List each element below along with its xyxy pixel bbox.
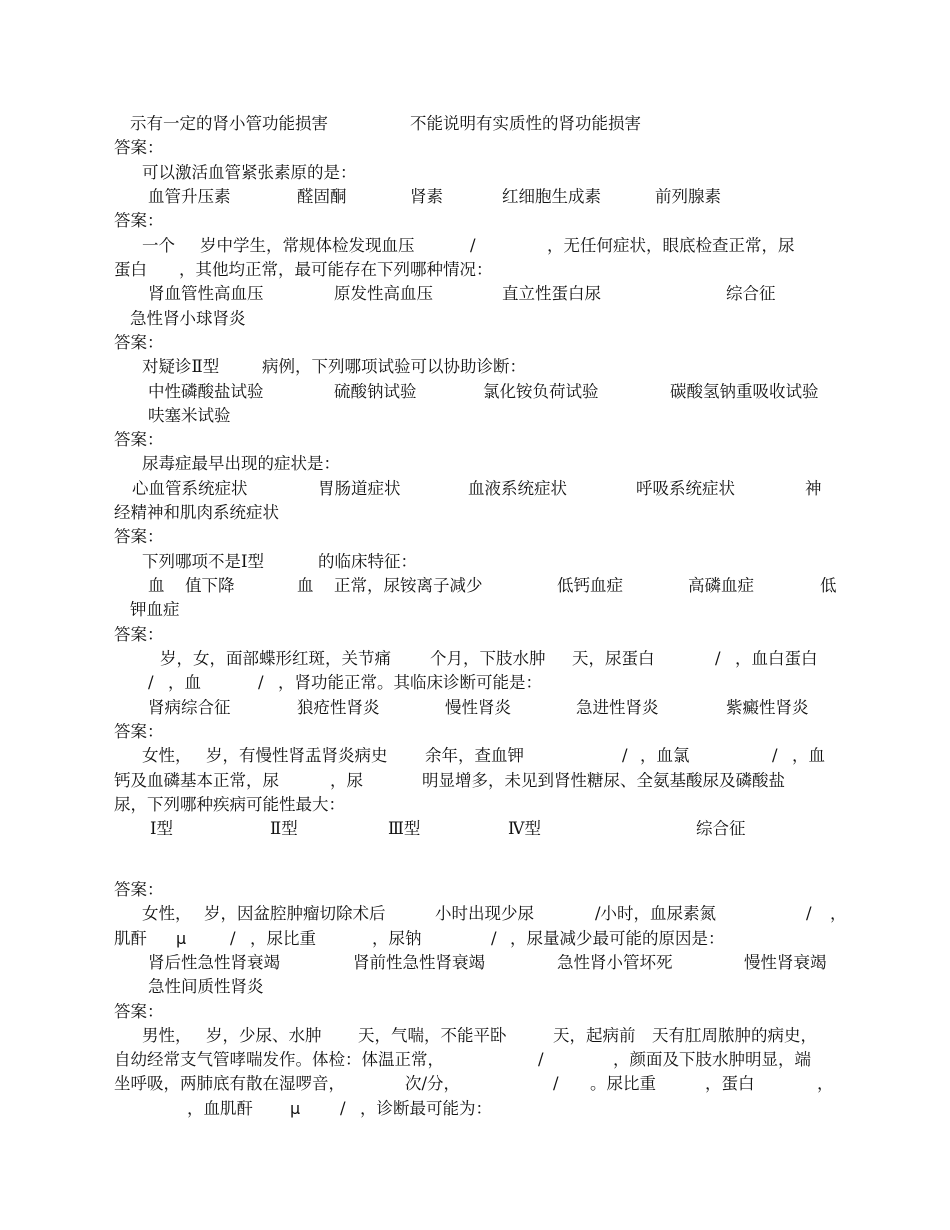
text-segment: ，肾功能正常。其临床诊断可能是： [278,673,542,693]
text-segment: 低钙血症 [557,576,623,596]
text-segment: 明显增多，未见到肾性糖尿、全氨基酸尿及磷酸盐 [422,770,785,790]
text-segment: 狼疮性肾炎 [297,697,380,717]
text-segment: 肾素 [410,186,443,206]
text-segment: 病例，下列哪项试验可以协助诊断： [262,357,526,377]
text-segment: 中性磷酸盐试验 [148,381,264,401]
text-segment: / [715,649,721,669]
text-segment: / [148,673,154,693]
text-segment: 低 [820,576,837,596]
text-segment: 岁，有慢性肾盂肾炎病史 [206,746,388,766]
text-segment: 答案： [114,624,164,644]
text-segment: 醛固酮 [297,186,347,206]
text-segment: 神 [805,478,822,498]
text-segment: ，蛋白 [705,1074,755,1094]
text-segment: 。尿比重 [590,1074,656,1094]
text-segment: 不能说明有实质性的肾功能损害 [410,114,641,133]
text-segment: / [230,928,236,948]
text-segment: μ [290,1098,301,1118]
text-segment: 答案： [114,722,164,741]
text-segment: 余年，查血钾 [425,746,524,766]
text-segment: 综合征 [726,284,776,304]
text-segment: 天，起病前 [553,1025,636,1045]
text-segment: 高磷血症 [688,576,754,596]
text-segment: Ⅱ型 [270,819,298,839]
text-segment: 肾病综合征 [148,697,231,717]
text-segment: 血 [297,576,314,596]
text-segment: 值下降 [185,576,235,596]
text-segment: 直立性蛋白尿 [502,284,601,304]
text-segment: / [553,1074,559,1094]
text-segment: 的临床特征： [318,551,417,571]
text-segment: / [491,928,497,948]
text-segment: 岁中学生，常规体检发现血压 [200,235,415,255]
text-segment: / [622,746,628,766]
text-segment: 小时出现少尿 [435,904,534,924]
text-segment: ，血 [168,673,201,693]
text-segment: 答案： [114,138,164,158]
text-segment: 女性， [142,746,192,766]
text-segment: 岁，女，面部蝶形红斑，关节痛 [160,649,391,669]
text-segment: 胃肠道症状 [318,478,401,498]
text-segment: 坐呼吸，两肺底有散在湿啰音， [114,1074,345,1094]
text-segment: 可以激活血管紧张素原的是： [142,162,357,182]
text-segment: 钙及血磷基本正常，尿 [114,770,279,790]
text-segment: 钾血症 [130,600,180,620]
text-segment: ，血氯 [640,746,690,766]
text-segment: ，血肌酐 [187,1098,253,1118]
text-segment: 岁，因盆腔肿瘤切除术后 [204,904,386,924]
text-segment: 综合征 [696,819,746,839]
text-segment: 答案： [114,430,164,450]
text-segment: 氯化铵负荷试验 [483,381,599,401]
text-segment: 急性肾小球肾炎 [130,308,246,328]
text-segment: 肾前性急性肾衰竭 [353,952,485,972]
text-segment: 肾后性急性肾衰竭 [148,952,280,972]
text-segment: / [470,235,476,255]
text-segment: ，血 [792,746,825,766]
text-segment: 示有一定的肾小管功能损害 [130,114,328,133]
text-segment: 肾血管性高血压 [148,284,264,304]
text-segment: 岁，少尿、水肿 [206,1025,322,1045]
text-segment: ，尿量减少最可能的原因是： [510,928,725,948]
text-segment: 答案： [114,1001,164,1021]
text-segment: Ⅳ型 [508,819,541,839]
text-segment: 慢性肾炎 [445,697,511,717]
text-segment: 女性， [142,904,192,924]
text-segment: 原发性高血压 [334,284,433,304]
text-segment: 慢性肾衰竭 [744,952,827,972]
text-segment: 个月，下肢水肿 [430,649,546,669]
text-segment: 对疑诊Ⅱ型 [142,357,220,377]
text-segment: / [538,1050,544,1070]
text-segment: 经精神和肌肉系统症状 [114,503,279,523]
text-segment: Ⅲ型 [388,819,421,839]
text-segment: / [772,746,778,766]
text-segment: 血管升压素 [148,186,231,206]
text-segment: 红细胞生成素 [502,186,601,206]
text-segment: ，尿钠 [372,928,422,948]
text-segment: 天，气喘，不能平卧 [358,1025,507,1045]
text-segment: 天，尿蛋白 [572,649,655,669]
text-segment: 答案： [114,527,164,547]
text-segment: 血 [148,576,165,596]
text-segment: 急性间质性肾炎 [148,977,264,997]
text-segment: 紫癜性肾炎 [726,697,809,717]
text-segment: μ [176,928,187,948]
text-segment: 男性， [142,1025,192,1045]
text-segment: 血液系统症状 [468,478,567,498]
text-segment: 次/分， [405,1074,461,1094]
text-segment: 碳酸氢钠重吸收试验 [670,381,819,401]
text-segment: 急性肾小管坏死 [557,952,673,972]
text-segment: ，颜面及下肢水肿明显，端 [613,1050,811,1070]
text-segment: 答案： [114,332,164,352]
text-segment: /小时，血尿素氮 [595,904,717,924]
text-segment: 答案： [114,879,164,899]
text-segment: ， [817,1074,834,1094]
text-segment: 急进性肾炎 [576,697,659,717]
text-segment: 一个 [142,235,175,255]
text-segment: 正常，尿铵离子减少 [334,576,483,596]
text-segment: 答案： [114,211,164,231]
text-segment: / [340,1098,346,1118]
text-segment: ，诊断最可能为： [360,1098,492,1118]
text-segment: ，尿比重 [250,928,316,948]
text-segment: ，无任何症状，眼底检查正常，尿 [547,235,795,255]
text-segment: 硫酸钠试验 [334,381,417,401]
text-segment: 尿毒症最早出现的症状是： [142,454,340,474]
text-segment: 前列腺素 [655,186,721,206]
text-segment: Ⅰ型 [150,819,174,839]
text-segment: ， [830,904,847,924]
text-segment: ，血白蛋白 [735,649,818,669]
text-segment: 心血管系统症状 [132,478,248,498]
text-segment: 呼吸系统症状 [636,478,735,498]
text-segment: / [258,673,264,693]
text-segment: / [806,904,812,924]
text-segment: 尿，下列哪种疾病可能性最大： [114,794,345,814]
text-segment: 天有肛周脓肿的病史， [652,1025,817,1045]
text-segment: ，其他均正常，最可能存在下列哪种情况： [179,259,493,279]
text-segment: 下列哪项不是Ⅰ型 [142,551,265,571]
text-segment: ，尿 [330,770,363,790]
text-segment: 呋塞米试验 [148,405,231,425]
text-segment: 肌酐 [114,928,147,948]
text-segment: 自幼经常支气管哮喘发作。体检：体温正常， [114,1050,444,1070]
text-segment: 蛋白 [114,259,147,279]
